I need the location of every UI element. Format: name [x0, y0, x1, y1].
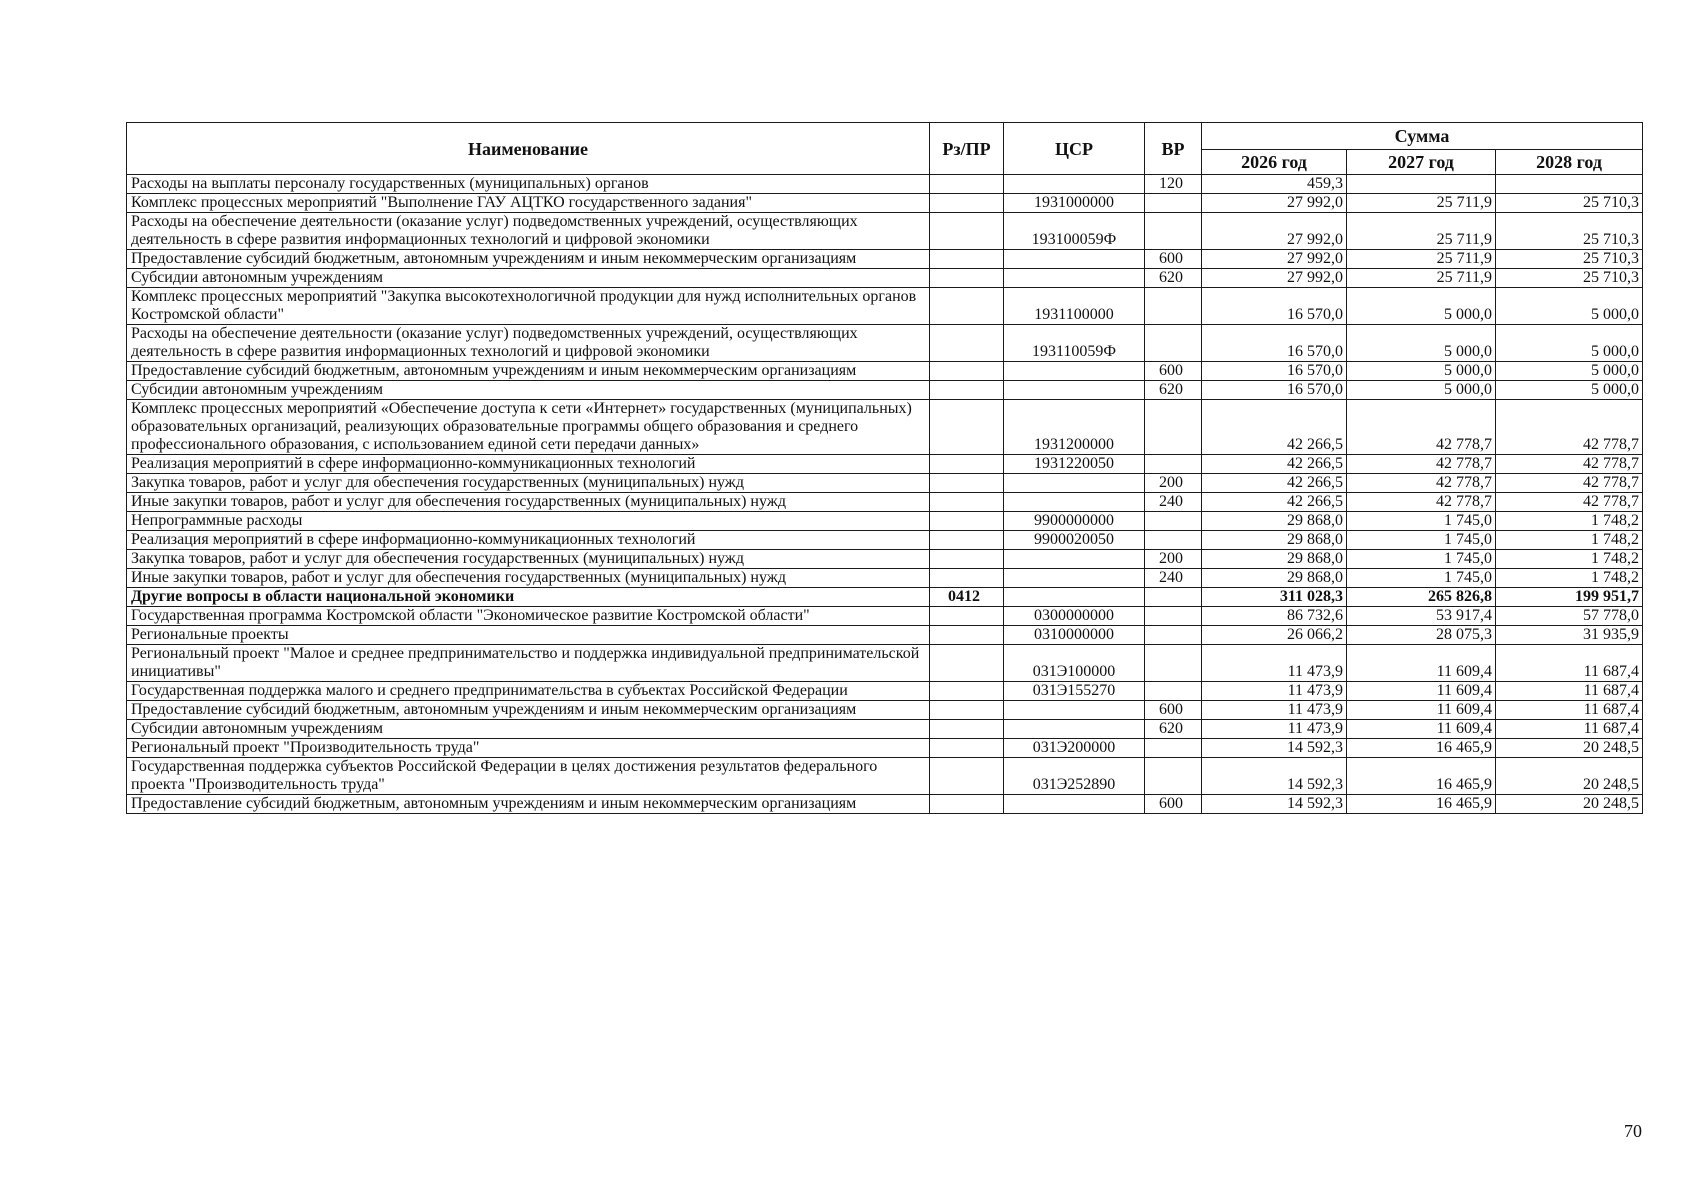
table-row: [127, 362, 1643, 381]
table-row: [127, 531, 1643, 550]
table-row: [127, 682, 1643, 701]
table-row: [127, 381, 1643, 400]
cell-csr: [1004, 474, 1145, 493]
cell-csr: 1931100000: [1004, 288, 1145, 325]
cell-2026: 14 592,3: [1202, 758, 1347, 795]
table-body: [127, 175, 1643, 814]
table-header: [127, 123, 1643, 175]
table-row: [127, 288, 1643, 325]
table-row: [127, 550, 1643, 569]
cell-2028: 25 710,3: [1496, 213, 1643, 250]
header-name: Наименование: [127, 123, 930, 175]
cell-vr: 240: [1145, 493, 1202, 512]
cell-csr: 1931200000: [1004, 400, 1145, 455]
cell-2027: 1 745,0: [1347, 569, 1496, 588]
cell-name: Реализация мероприятий в сфере информационно-коммуникационных технологий: [127, 455, 930, 474]
cell-rzpr: [930, 474, 1004, 493]
cell-vr: [1145, 400, 1202, 455]
table-row: [127, 720, 1643, 739]
cell-2026: 11 473,9: [1202, 720, 1347, 739]
cell-rzpr: [930, 194, 1004, 213]
cell-vr: 200: [1145, 474, 1202, 493]
cell-2026: 29 868,0: [1202, 550, 1347, 569]
cell-2026: 16 570,0: [1202, 325, 1347, 362]
cell-2028: 5 000,0: [1496, 381, 1643, 400]
cell-csr: 031Э100000: [1004, 645, 1145, 682]
cell-name: Расходы на выплаты персоналу государственных (муниципальных) органов: [127, 175, 930, 194]
cell-name: Иные закупки товаров, работ и услуг для обеспечения государственных (муниципальных) нужд: [127, 569, 930, 588]
cell-rzpr: [930, 381, 1004, 400]
cell-rzpr: [930, 269, 1004, 288]
cell-2026: 16 570,0: [1202, 362, 1347, 381]
cell-2026: 11 473,9: [1202, 682, 1347, 701]
table-row: [127, 250, 1643, 269]
cell-2027: 42 778,7: [1347, 493, 1496, 512]
cell-name: Субсидии автономным учреждениям: [127, 381, 930, 400]
budget-table: [126, 122, 1643, 814]
cell-vr: 120: [1145, 175, 1202, 194]
cell-vr: 600: [1145, 795, 1202, 814]
table-row: [127, 758, 1643, 795]
table-row: [127, 493, 1643, 512]
cell-rzpr: [930, 682, 1004, 701]
cell-2028: [1496, 175, 1643, 194]
header-2028: 2028 год: [1496, 150, 1643, 175]
cell-vr: 620: [1145, 381, 1202, 400]
cell-2028: 20 248,5: [1496, 739, 1643, 758]
cell-2027: 11 609,4: [1347, 701, 1496, 720]
cell-vr: [1145, 607, 1202, 626]
cell-csr: [1004, 493, 1145, 512]
cell-name: Предоставление субсидий бюджетным, автономным учреждениям и иным некоммерческим организациям: [127, 250, 930, 269]
cell-2028: 5 000,0: [1496, 288, 1643, 325]
cell-rzpr: [930, 325, 1004, 362]
cell-csr: [1004, 569, 1145, 588]
cell-2028: 42 778,7: [1496, 493, 1643, 512]
header-csr: ЦСР: [1004, 123, 1145, 175]
cell-vr: 240: [1145, 569, 1202, 588]
cell-rzpr: [930, 455, 1004, 474]
cell-csr: [1004, 701, 1145, 720]
cell-name: Региональные проекты: [127, 626, 930, 645]
cell-name: Предоставление субсидий бюджетным, автономным учреждениям и иным некоммерческим организациям: [127, 701, 930, 720]
cell-vr: [1145, 588, 1202, 607]
cell-2026: 86 732,6: [1202, 607, 1347, 626]
cell-2026: 14 592,3: [1202, 739, 1347, 758]
cell-vr: 200: [1145, 550, 1202, 569]
cell-name: Государственная поддержка субъектов Российской Федерации в целях достижения результатов федерального проекта "Производительность труда": [127, 758, 930, 795]
cell-name: Расходы на обеспечение деятельности (оказание услуг) подведомственных учреждений, осуществляющих деятельность в сфере развития информационных технологий и цифровой экономики: [127, 213, 930, 250]
cell-vr: [1145, 758, 1202, 795]
cell-name: Комплекс процессных мероприятий "Закупка высокотехнологичной продукции для нужд исполнительных органов Костромской области": [127, 288, 930, 325]
cell-vr: 620: [1145, 269, 1202, 288]
header-2026: 2026 год: [1202, 150, 1347, 175]
cell-name: Комплекс процессных мероприятий "Выполнение ГАУ АЦТКО государственного задания": [127, 194, 930, 213]
cell-csr: 031Э155270: [1004, 682, 1145, 701]
cell-csr: [1004, 588, 1145, 607]
cell-rzpr: [930, 720, 1004, 739]
cell-2028: 11 687,4: [1496, 682, 1643, 701]
cell-2028: 5 000,0: [1496, 362, 1643, 381]
cell-2027: 16 465,9: [1347, 795, 1496, 814]
table-row: [127, 588, 1643, 607]
cell-2027: 11 609,4: [1347, 645, 1496, 682]
cell-name: Предоставление субсидий бюджетным, автономным учреждениям и иным некоммерческим организациям: [127, 795, 930, 814]
cell-2026: 16 570,0: [1202, 381, 1347, 400]
cell-2027: 1 745,0: [1347, 550, 1496, 569]
table-row: [127, 569, 1643, 588]
table-row: [127, 739, 1643, 758]
cell-vr: [1145, 213, 1202, 250]
cell-2026: 29 868,0: [1202, 512, 1347, 531]
cell-vr: 600: [1145, 701, 1202, 720]
table-row: [127, 400, 1643, 455]
cell-2028: 25 710,3: [1496, 250, 1643, 269]
cell-name: Реализация мероприятий в сфере информационно-коммуникационных технологий: [127, 531, 930, 550]
cell-vr: [1145, 739, 1202, 758]
cell-csr: [1004, 269, 1145, 288]
cell-2027: 42 778,7: [1347, 400, 1496, 455]
cell-csr: 0310000000: [1004, 626, 1145, 645]
cell-name: Региональный проект "Малое и среднее предпринимательство и поддержка индивидуальной предпринимательской инициативы": [127, 645, 930, 682]
cell-rzpr: [930, 795, 1004, 814]
cell-2028: 199 951,7: [1496, 588, 1643, 607]
cell-rzpr: [930, 569, 1004, 588]
cell-2027: 53 917,4: [1347, 607, 1496, 626]
cell-rzpr: [930, 701, 1004, 720]
cell-2027: 42 778,7: [1347, 455, 1496, 474]
cell-name: Комплекс процессных мероприятий «Обеспечение доступа к сети «Интернет» государственных (муниципальных) образовательных организаций, реализующих образовательные программы общего образования и среднего профессионального образования, с использованием единой сети передачи данных»: [127, 400, 930, 455]
cell-2027: 25 711,9: [1347, 250, 1496, 269]
cell-name: Субсидии автономным учреждениям: [127, 269, 930, 288]
cell-2026: 14 592,3: [1202, 795, 1347, 814]
table-row: [127, 701, 1643, 720]
cell-2026: 26 066,2: [1202, 626, 1347, 645]
cell-2026: 11 473,9: [1202, 645, 1347, 682]
cell-2028: 20 248,5: [1496, 795, 1643, 814]
cell-2027: 25 711,9: [1347, 269, 1496, 288]
cell-rzpr: [930, 362, 1004, 381]
table-row: [127, 325, 1643, 362]
cell-rzpr: [930, 512, 1004, 531]
cell-csr: 1931220050: [1004, 455, 1145, 474]
cell-rzpr: [930, 739, 1004, 758]
table-row: [127, 455, 1643, 474]
cell-vr: [1145, 288, 1202, 325]
cell-csr: [1004, 250, 1145, 269]
cell-2027: 25 711,9: [1347, 213, 1496, 250]
cell-csr: 1931000000: [1004, 194, 1145, 213]
cell-2027: 5 000,0: [1347, 288, 1496, 325]
cell-2026: 27 992,0: [1202, 250, 1347, 269]
cell-2028: 42 778,7: [1496, 455, 1643, 474]
cell-rzpr: [930, 175, 1004, 194]
table-row: [127, 175, 1643, 194]
cell-2027: 25 711,9: [1347, 194, 1496, 213]
cell-rzpr: [930, 607, 1004, 626]
cell-2028: 25 710,3: [1496, 269, 1643, 288]
cell-csr: [1004, 175, 1145, 194]
cell-csr: 193110059Ф: [1004, 325, 1145, 362]
cell-2027: 1 745,0: [1347, 531, 1496, 550]
cell-csr: [1004, 381, 1145, 400]
table-row: [127, 795, 1643, 814]
cell-rzpr: [930, 250, 1004, 269]
cell-name: Государственная программа Костромской области "Экономическое развитие Костромской области": [127, 607, 930, 626]
cell-vr: [1145, 626, 1202, 645]
cell-vr: [1145, 194, 1202, 213]
cell-2027: 265 826,8: [1347, 588, 1496, 607]
cell-2028: 25 710,3: [1496, 194, 1643, 213]
cell-name: Другие вопросы в области национальной экономики: [127, 588, 930, 607]
cell-name: Закупка товаров, работ и услуг для обеспечения государственных (муниципальных) нужд: [127, 550, 930, 569]
header-rzpr: Рз/ПР: [930, 123, 1004, 175]
cell-name: Расходы на обеспечение деятельности (оказание услуг) подведомственных учреждений, осуществляющих деятельность в сфере развития информационных технологий и цифровой экономики: [127, 325, 930, 362]
cell-2027: 11 609,4: [1347, 720, 1496, 739]
cell-2028: 11 687,4: [1496, 720, 1643, 739]
cell-vr: 600: [1145, 362, 1202, 381]
cell-vr: 620: [1145, 720, 1202, 739]
table-row: [127, 607, 1643, 626]
cell-name: Государственная поддержка малого и среднего предпринимательства в субъектах Российской Федерации: [127, 682, 930, 701]
cell-2028: 57 778,0: [1496, 607, 1643, 626]
cell-2028: 11 687,4: [1496, 645, 1643, 682]
cell-2026: 311 028,3: [1202, 588, 1347, 607]
cell-2027: 5 000,0: [1347, 325, 1496, 362]
cell-csr: 0300000000: [1004, 607, 1145, 626]
cell-name: Предоставление субсидий бюджетным, автономным учреждениям и иным некоммерческим организациям: [127, 362, 930, 381]
cell-rzpr: [930, 758, 1004, 795]
cell-2027: [1347, 175, 1496, 194]
cell-csr: [1004, 362, 1145, 381]
cell-csr: 193100059Ф: [1004, 213, 1145, 250]
cell-2026: 42 266,5: [1202, 455, 1347, 474]
cell-name: Закупка товаров, работ и услуг для обеспечения государственных (муниципальных) нужд: [127, 474, 930, 493]
table-row: [127, 512, 1643, 531]
header-sum: Сумма: [1202, 123, 1643, 150]
cell-2026: 29 868,0: [1202, 569, 1347, 588]
cell-csr: 031Э252890: [1004, 758, 1145, 795]
cell-2028: 1 748,2: [1496, 569, 1643, 588]
cell-2028: 1 748,2: [1496, 531, 1643, 550]
cell-2026: 27 992,0: [1202, 194, 1347, 213]
table-row: [127, 474, 1643, 493]
cell-2028: 42 778,7: [1496, 400, 1643, 455]
document-page: [126, 122, 1642, 814]
cell-name: Иные закупки товаров, работ и услуг для обеспечения государственных (муниципальных) нужд: [127, 493, 930, 512]
cell-2028: 11 687,4: [1496, 701, 1643, 720]
cell-vr: 600: [1145, 250, 1202, 269]
cell-vr: [1145, 455, 1202, 474]
cell-csr: [1004, 795, 1145, 814]
cell-2027: 5 000,0: [1347, 362, 1496, 381]
cell-2027: 5 000,0: [1347, 381, 1496, 400]
cell-2027: 28 075,3: [1347, 626, 1496, 645]
cell-2028: 1 748,2: [1496, 550, 1643, 569]
table-row: [127, 194, 1643, 213]
cell-name: Непрограммные расходы: [127, 512, 930, 531]
cell-2027: 11 609,4: [1347, 682, 1496, 701]
cell-rzpr: [930, 400, 1004, 455]
cell-rzpr: [930, 493, 1004, 512]
cell-2028: 1 748,2: [1496, 512, 1643, 531]
cell-2026: 459,3: [1202, 175, 1347, 194]
cell-vr: [1145, 325, 1202, 362]
header-2027: 2027 год: [1347, 150, 1496, 175]
cell-rzpr: [930, 626, 1004, 645]
table-row: [127, 626, 1643, 645]
cell-vr: [1145, 512, 1202, 531]
cell-rzpr: [930, 213, 1004, 250]
page-number: 70: [1624, 1121, 1642, 1141]
cell-vr: [1145, 645, 1202, 682]
cell-rzpr: [930, 645, 1004, 682]
cell-2027: 16 465,9: [1347, 758, 1496, 795]
cell-rzpr: [930, 531, 1004, 550]
cell-2026: 29 868,0: [1202, 531, 1347, 550]
cell-2026: 27 992,0: [1202, 269, 1347, 288]
table-row: [127, 213, 1643, 250]
cell-vr: [1145, 531, 1202, 550]
cell-rzpr: [930, 288, 1004, 325]
cell-2028: 42 778,7: [1496, 474, 1643, 493]
cell-rzpr: [930, 550, 1004, 569]
cell-csr: [1004, 720, 1145, 739]
cell-2027: 16 465,9: [1347, 739, 1496, 758]
cell-2028: 5 000,0: [1496, 325, 1643, 362]
cell-csr: 9900000000: [1004, 512, 1145, 531]
cell-2027: 42 778,7: [1347, 474, 1496, 493]
cell-2027: 1 745,0: [1347, 512, 1496, 531]
cell-rzpr: 0412: [930, 588, 1004, 607]
cell-2026: 16 570,0: [1202, 288, 1347, 325]
cell-name: Субсидии автономным учреждениям: [127, 720, 930, 739]
cell-csr: 9900020050: [1004, 531, 1145, 550]
table-row: [127, 645, 1643, 682]
table-row: [127, 269, 1643, 288]
cell-vr: [1145, 682, 1202, 701]
cell-2026: 11 473,9: [1202, 701, 1347, 720]
cell-2026: 42 266,5: [1202, 400, 1347, 455]
cell-csr: [1004, 550, 1145, 569]
cell-name: Региональный проект "Производительность труда": [127, 739, 930, 758]
cell-2026: 27 992,0: [1202, 213, 1347, 250]
header-vr: ВР: [1145, 123, 1202, 175]
cell-2028: 20 248,5: [1496, 758, 1643, 795]
cell-2028: 31 935,9: [1496, 626, 1643, 645]
cell-csr: 031Э200000: [1004, 739, 1145, 758]
cell-2026: 42 266,5: [1202, 474, 1347, 493]
cell-2026: 42 266,5: [1202, 493, 1347, 512]
